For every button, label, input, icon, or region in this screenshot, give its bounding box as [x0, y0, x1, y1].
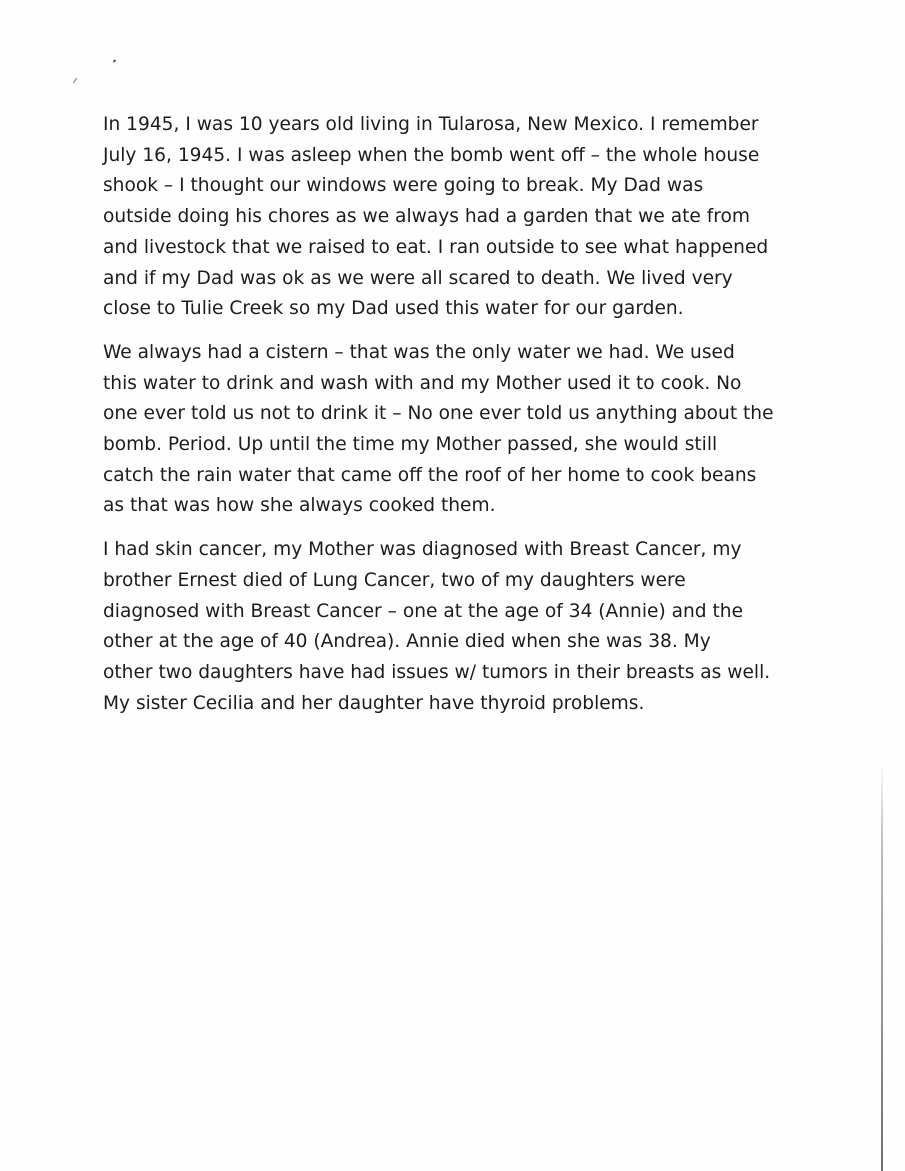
text-line: outside doing his chores as we always had a garden that we ate from — [103, 206, 750, 228]
text-line: one ever told us not to drink it – No one ever told us anything about the — [103, 403, 774, 425]
text-line: In 1945, I was 10 years old living in Tularosa, New Mexico. I remember — [103, 114, 759, 135]
paragraph-2 — [103, 338, 793, 522]
letter-body — [103, 110, 793, 732]
text-line: close to Tulie Creek so my Dad used this water for our garden. — [103, 298, 684, 320]
text-line: and livestock that we raised to eat. I ran outside to see what happened — [103, 236, 769, 258]
scan-speck — [113, 59, 116, 63]
paragraph-3 — [103, 535, 793, 719]
text-line: other at the age of 40 (Andrea). Annie died when she was 38. My — [103, 631, 711, 653]
text-line: as that was how she always cooked them. — [103, 495, 496, 517]
scan-speck — [73, 78, 77, 83]
text-line: I had skin cancer, my Mother was diagnosed with Breast Cancer, my — [103, 539, 742, 561]
text-line: bomb. Period. Up until the time my Mother passed, she would still — [103, 434, 718, 456]
text-line: shook – I thought our windows were going to break. My Dad was — [103, 175, 704, 197]
text-line: My sister Cecilia and her daughter have thyroid problems. — [103, 692, 645, 714]
text-line: catch the rain water that came off the roof of her home to cook beans — [103, 464, 757, 486]
text-line: other two daughters have had issues w/ tumors in their breasts as well. — [103, 661, 771, 683]
text-line: brother Ernest died of Lung Cancer, two of my daughters were — [103, 569, 686, 591]
text-line: diagnosed with Breast Cancer – one at the age of 34 (Annie) and the — [103, 600, 744, 622]
text-line: July 16, 1945. I was asleep when the bomb went off – the whole house — [103, 144, 760, 166]
paragraph-1 — [103, 110, 793, 325]
text-line: and if my Dad was ok as we were all scared to death. We lived very — [103, 267, 733, 289]
text-line: this water to drink and wash with and my Mother used it to cook. No — [103, 372, 742, 394]
text-line: We always had a cistern – that was the only water we had. We used — [103, 341, 735, 363]
scan-edge-shadow — [881, 760, 883, 1171]
